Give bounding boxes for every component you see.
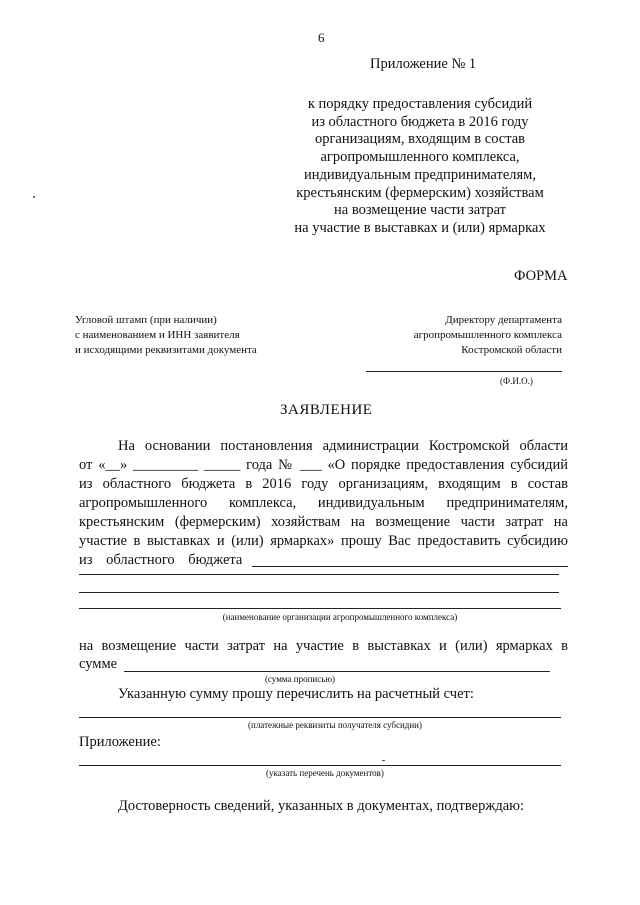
organization-fill-line — [79, 574, 559, 575]
addressee-line: Директору департамента — [445, 314, 562, 326]
organization-fill-line — [79, 592, 559, 593]
appendix-title: Приложение № 1 — [370, 56, 477, 72]
organization-caption: (наименование организации агропромышленного комплекса) — [222, 612, 458, 622]
order-line: организациям, входящим в состав — [314, 131, 526, 148]
order-line: крестьянским (фермерским) хозяйствам — [296, 184, 544, 201]
body-text-line: из областного бюджета — [79, 552, 243, 568]
transfer-request-text: Указанную сумму прошу перечислить на расчетный счет: — [118, 686, 474, 702]
scan-speck — [382, 760, 385, 761]
documents-caption: (указать перечень документов) — [266, 768, 384, 778]
reimbursement-text-line: сумме — [79, 656, 118, 672]
sum-fill-line — [124, 671, 550, 672]
order-line: индивидуальным предпринимателям, — [304, 166, 536, 183]
order-reference-block — [280, 96, 560, 238]
fio-signature-line — [366, 371, 562, 372]
body-text-line: крестьянским (фермерским) хозяйствам на возмещение части затрат на — [79, 514, 568, 530]
addressee-line: Костромской области — [461, 344, 562, 356]
sum-caption: (сумма прописью) — [264, 674, 336, 684]
account-fill-line — [79, 717, 561, 718]
order-line: на участие в выставках и (или) ярмарках — [294, 219, 546, 236]
statement-title: ЗАЯВЛЕНИЕ — [280, 402, 373, 418]
order-line: к порядку предоставления субсидий — [307, 96, 533, 112]
stamp-line: Угловой штамп (при наличии) — [75, 314, 217, 326]
organization-fill-line — [79, 608, 561, 609]
body-text-line: участие в выставках и (или) ярмарках» прошу Вас предоставить субсидию — [79, 533, 568, 549]
body-text-line: от «__» _________ _____ года № ___ «О порядке предоставления субсидий — [79, 457, 568, 473]
order-line: на возмещение части затрат — [334, 202, 506, 219]
order-line: из областного бюджета в 2016 году — [311, 113, 529, 130]
body-text-line: агропромышленного комплекса, индивидуальным предпринимателям, — [79, 495, 568, 511]
body-text-line: На основании постановления администрации Костромской области — [118, 438, 568, 454]
order-line: агропромышленного комплекса, — [320, 149, 520, 166]
fio-caption: (Ф.И.О.) — [500, 376, 533, 386]
account-caption: (платежные реквизиты получателя субсидии) — [248, 720, 422, 730]
form-label: ФОРМА — [514, 268, 568, 284]
stamp-line: с наименованием и ИНН заявителя — [75, 329, 240, 341]
stamp-line: и исходящими реквизитами документа — [75, 344, 257, 356]
corner-stamp-block — [75, 313, 305, 358]
page-number: 6 — [318, 30, 325, 45]
addressee-block — [356, 313, 562, 358]
scan-speck — [33, 196, 35, 198]
appendix-label: Приложение: — [79, 734, 161, 750]
budget-fill-line — [252, 566, 568, 567]
documents-fill-line — [79, 765, 561, 766]
confirmation-text: Достоверность сведений, указанных в документах, подтверждаю: — [118, 798, 525, 814]
reimbursement-text-line: на возмещение части затрат на участие в выставках и (или) ярмарках в — [79, 638, 568, 654]
addressee-line: агропромышленного комплекса — [413, 329, 562, 341]
body-text-line: из областного бюджета в 2016 году организациям, входящим в состав — [79, 476, 568, 492]
